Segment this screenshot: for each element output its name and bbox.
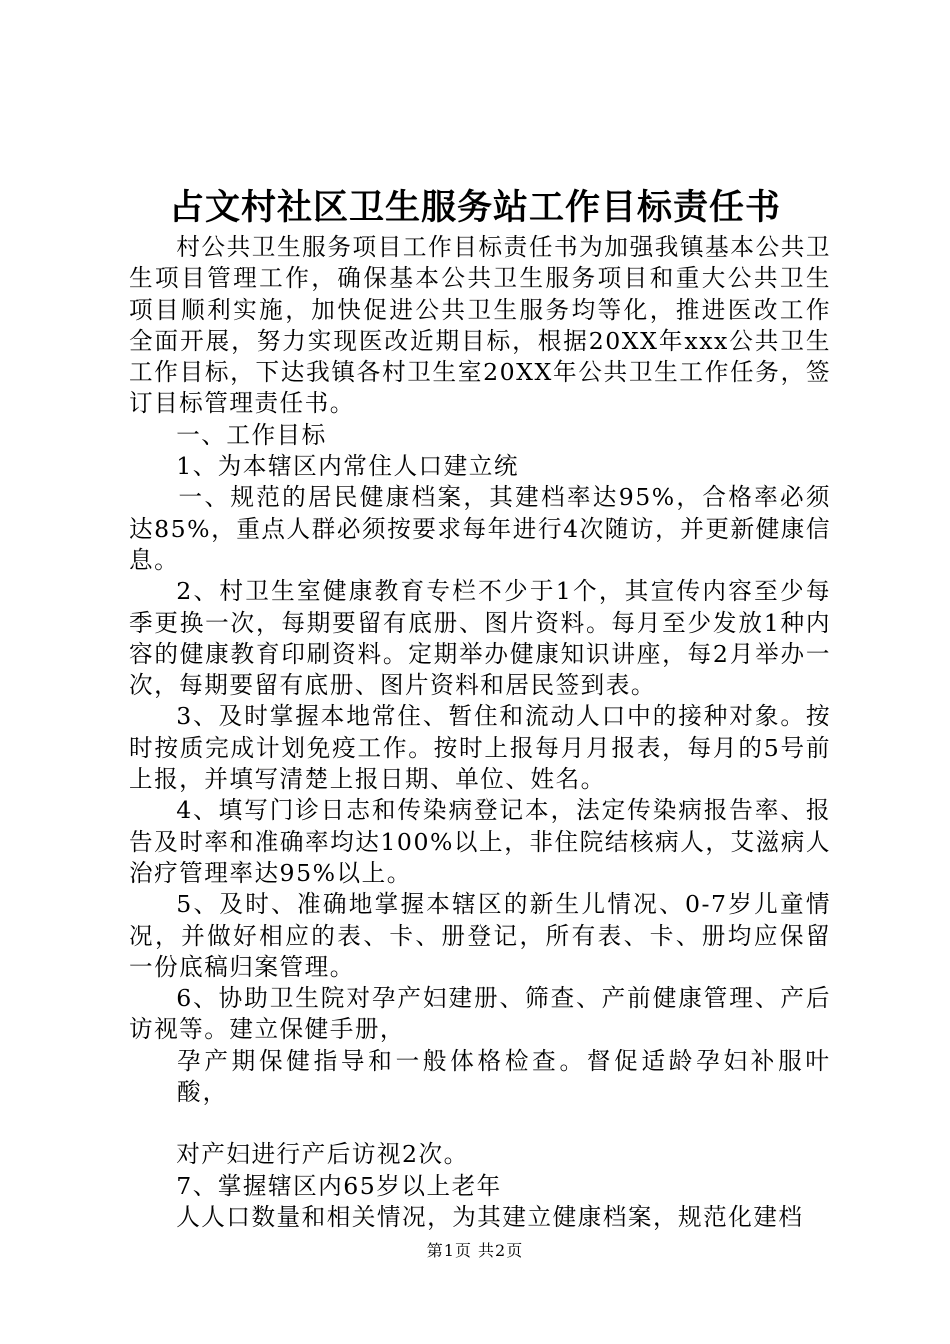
paragraph-item-6: 6、协助卫生院对孕产妇建册、筛查、产前健康管理、产后访视等。建立保健手册， bbox=[129, 984, 831, 1044]
paragraph-item-1-start: 1、为本辖区内常住人口建立统 bbox=[176, 452, 519, 481]
paragraph-item-4: 4、填写门诊日志和传染病登记本，法定传染病报告率、报告及时率和准确率均达100%以上，非住院结核病人，艾滋病人治疗管理率达95%以上。 bbox=[129, 796, 831, 887]
paragraph-item-6-end: 对产妇进行产后访视2次。 bbox=[176, 1140, 469, 1169]
document-title: 占文村社区卫生服务站工作目标责任书 bbox=[168, 187, 781, 228]
paragraph-item-3: 3、及时掌握本地常住、暂住和流动人口中的接种对象。按时按质完成计划免疫工作。按时上报每月月报表，每月的5号前上报，并填写清楚上报日期、单位、姓名。 bbox=[129, 702, 831, 794]
document-body bbox=[129, 232, 831, 1233]
paragraph-item-5: 5、及时、准确地掌握本辖区的新生儿情况、0-7岁儿童情况，并做好相应的表、卡、册登记，所有表、卡、册均应保留一份底稿归案管理。 bbox=[129, 890, 831, 981]
paragraph-intro: 村公共卫生服务项目工作目标责任书为加强我镇基本公共卫生项目管理工作，确保基本公共卫生服务项目和重大公共卫生项目顺利实施，加快促进公共卫生服务均等化，推进医改工作全面开展，努力实现医改近期目标，根据20XX年xxx公共卫生工作目标，下达我镇各村卫生室20XX年公共卫生工作任务，签订目标管理责任书。 bbox=[129, 233, 831, 418]
paragraph-item-7-start: 7、掌握辖区内65岁以上老年 bbox=[176, 1171, 502, 1200]
paragraph-item-6-continued: 孕产期保健指导和一般体格检查。督促适龄孕妇补服叶酸， bbox=[177, 1046, 831, 1107]
paragraph-gap bbox=[129, 1108, 831, 1139]
page-number-footer: 第1页 共2页 bbox=[426, 1241, 524, 1260]
paragraph-item-1-continued: 一、规范的居民健康档案，其建档率达95%，合格率必须达85%，重点人群必须按要求每年进行4次随访，并更新健康信息。 bbox=[129, 483, 831, 574]
paragraph-item-2: 2、村卫生室健康教育专栏不少于1个，其宣传内容至少每季更换一次，每期要留有底册、图片资料。每月至少发放1种内容的健康教育印刷资料。定期举办健康知识讲座，每2月举办一次，每期要留有底册、图片资料和居民签到表。 bbox=[129, 577, 831, 700]
paragraph-section-heading: 一、工作目标 bbox=[176, 420, 327, 449]
paragraph-item-7-continued: 人人口数量和相关情况，为其建立健康档案，规范化建档 bbox=[176, 1202, 804, 1231]
